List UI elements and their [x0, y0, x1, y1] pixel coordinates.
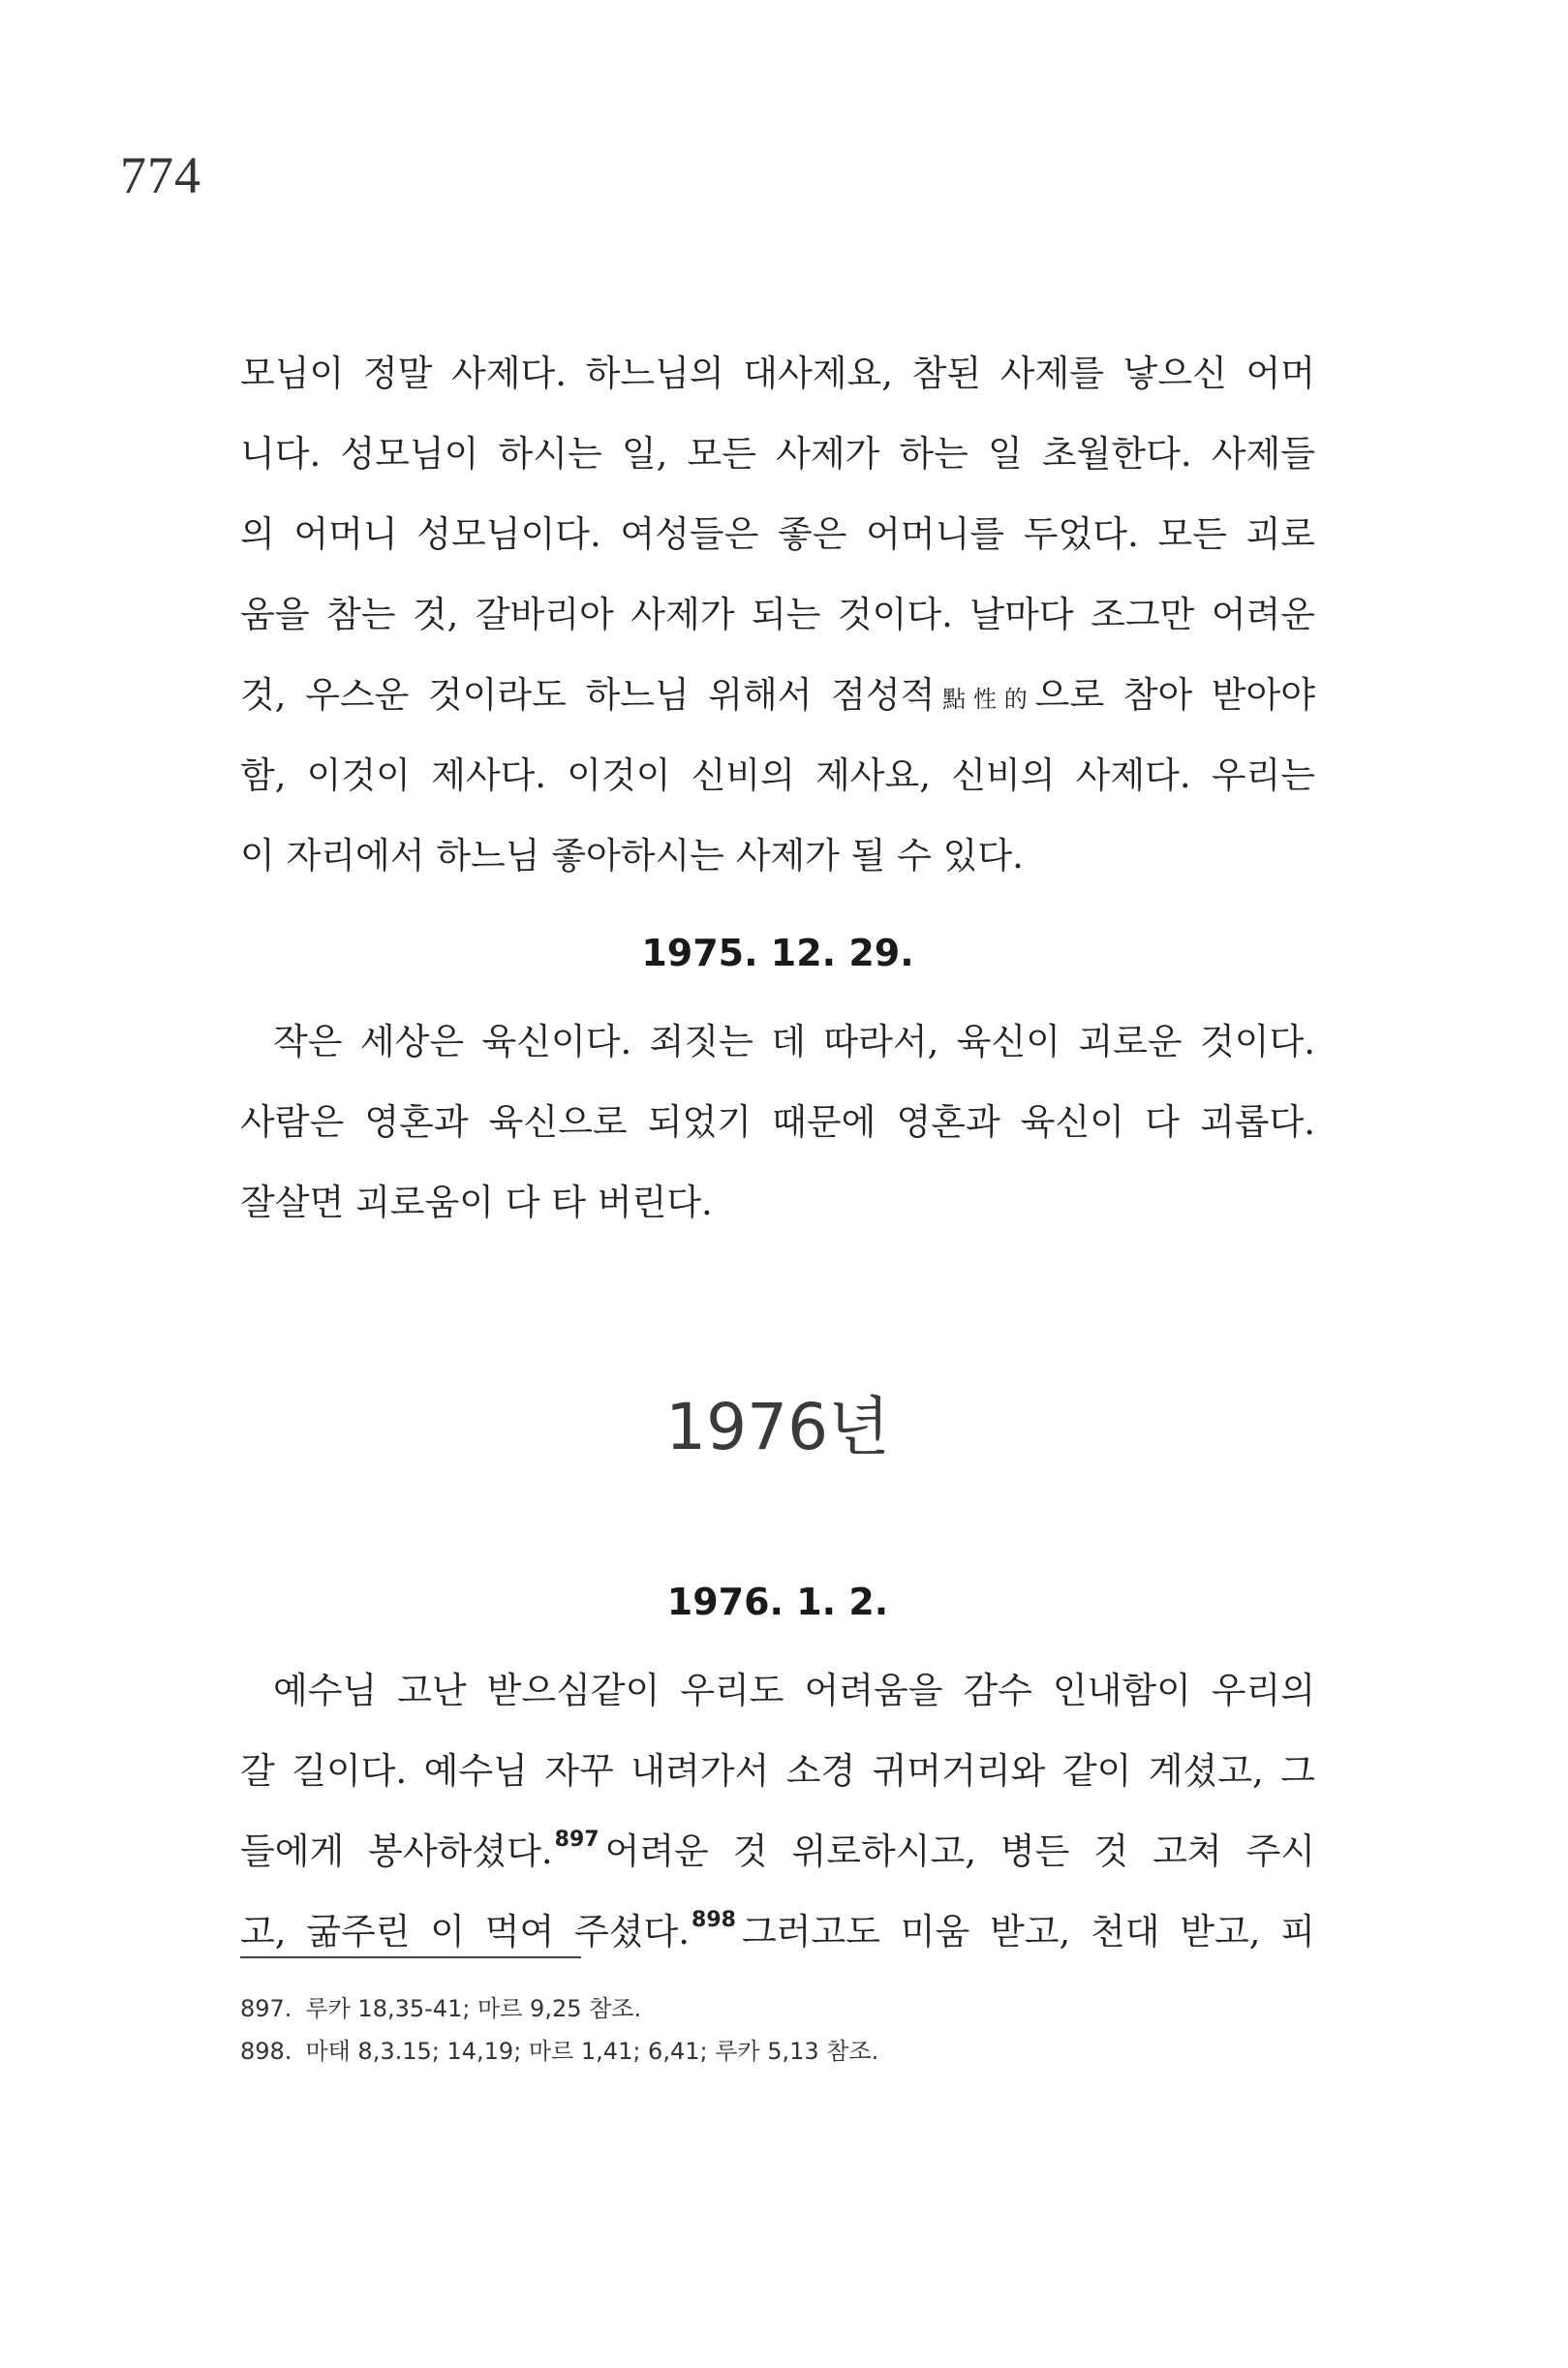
entry-date-heading: 1975. 12. 29. — [641, 932, 914, 974]
paragraph-line: 사람은 영혼과 육신으로 되었기 때문에 영혼과 육신이 다 괴롭다. — [240, 1101, 1315, 1143]
year-heading: 1976년 — [665, 1390, 890, 1464]
paragraph-line: 의 어머니 성모님이다. 여성들은 좋은 어머니를 두었다. 모든 괴로 — [240, 513, 1315, 555]
paragraph-line-part: 으로 참아 받아야 — [1034, 674, 1316, 716]
paragraph-line: 잘살면 괴로움이 다 타 버린다. — [240, 1182, 713, 1223]
footnote-ref-897[interactable]: 897 — [554, 1828, 600, 1852]
paragraph-line: 갈 길이다. 예수님 자꾸 내려가서 소경 귀머거리와 같이 계셨고, 그 — [240, 1750, 1315, 1792]
paragraph-line: 작은 세상은 육신이다. 죄짓는 데 따라서, 육신이 괴로운 것이다. — [273, 1021, 1315, 1062]
continuation-paragraph — [240, 333, 1315, 896]
page-number: 774 — [120, 146, 201, 204]
paragraph-line: 이 자리에서 하느님 좋아하시는 사제가 될 수 있다. — [240, 835, 1024, 876]
paragraph-line-part: 들에게 봉사하셨다. — [240, 1830, 553, 1872]
hanja-annotation: 點性的 — [935, 686, 1035, 713]
footnote-number: 897. — [240, 1995, 292, 2022]
paragraph-line-part: 것, 우스운 것이라도 하느님 위해서 점성적 — [240, 674, 936, 716]
paragraph-line: 함, 이것이 제사다. 이것이 신비의 제사요, 신비의 사제다. 우리는 — [240, 754, 1315, 796]
paragraph-line: 움을 참는 것, 갈바리아 사제가 되는 것이다. 날마다 조그만 어려운 — [240, 594, 1315, 635]
paragraph-line: 니다. 성모님이 하시는 일, 모든 사제가 하는 일 초월한다. 사제들 — [240, 433, 1315, 475]
footnote-number: 898. — [240, 2038, 292, 2065]
paragraph-line-part: 어려운 것 위로하시고, 병든 것 고쳐 주시 — [604, 1830, 1316, 1872]
footnote-text: 루카 18,35-41; 마르 9,25 참조. — [305, 1995, 642, 2022]
footnote-ref-898[interactable]: 898 — [692, 1908, 736, 1932]
paragraph-line — [240, 655, 1315, 735]
footnote-text: 마태 8,3.15; 14,19; 마르 1,41; 6,41; 루카 5,13 참조. — [305, 2038, 879, 2065]
paragraph-line — [240, 1811, 1315, 1891]
entry-paragraph — [240, 1650, 1315, 1972]
entry-paragraph — [240, 1001, 1315, 1243]
paragraph-line: 예수님 고난 받으심같이 우리도 어려움을 감수 인내함이 우리의 — [273, 1670, 1315, 1711]
entry-date-heading: 1976. 1. 2. — [666, 1581, 889, 1623]
footnote-897 — [240, 1987, 1315, 2030]
footnote-898 — [240, 2030, 1315, 2073]
footnote-divider — [240, 1956, 581, 1958]
footnotes — [240, 1987, 1315, 2073]
paragraph-line-part: 고, 굶주린 이 먹여 주셨다. — [240, 1911, 691, 1953]
paragraph-line-part: 그러고도 미움 받고, 천대 받고, 피 — [741, 1911, 1315, 1953]
paragraph-line: 모님이 정말 사제다. 하느님의 대사제요, 참된 사제를 낳으신 어머 — [240, 353, 1315, 394]
paragraph-line — [240, 1891, 1315, 1972]
